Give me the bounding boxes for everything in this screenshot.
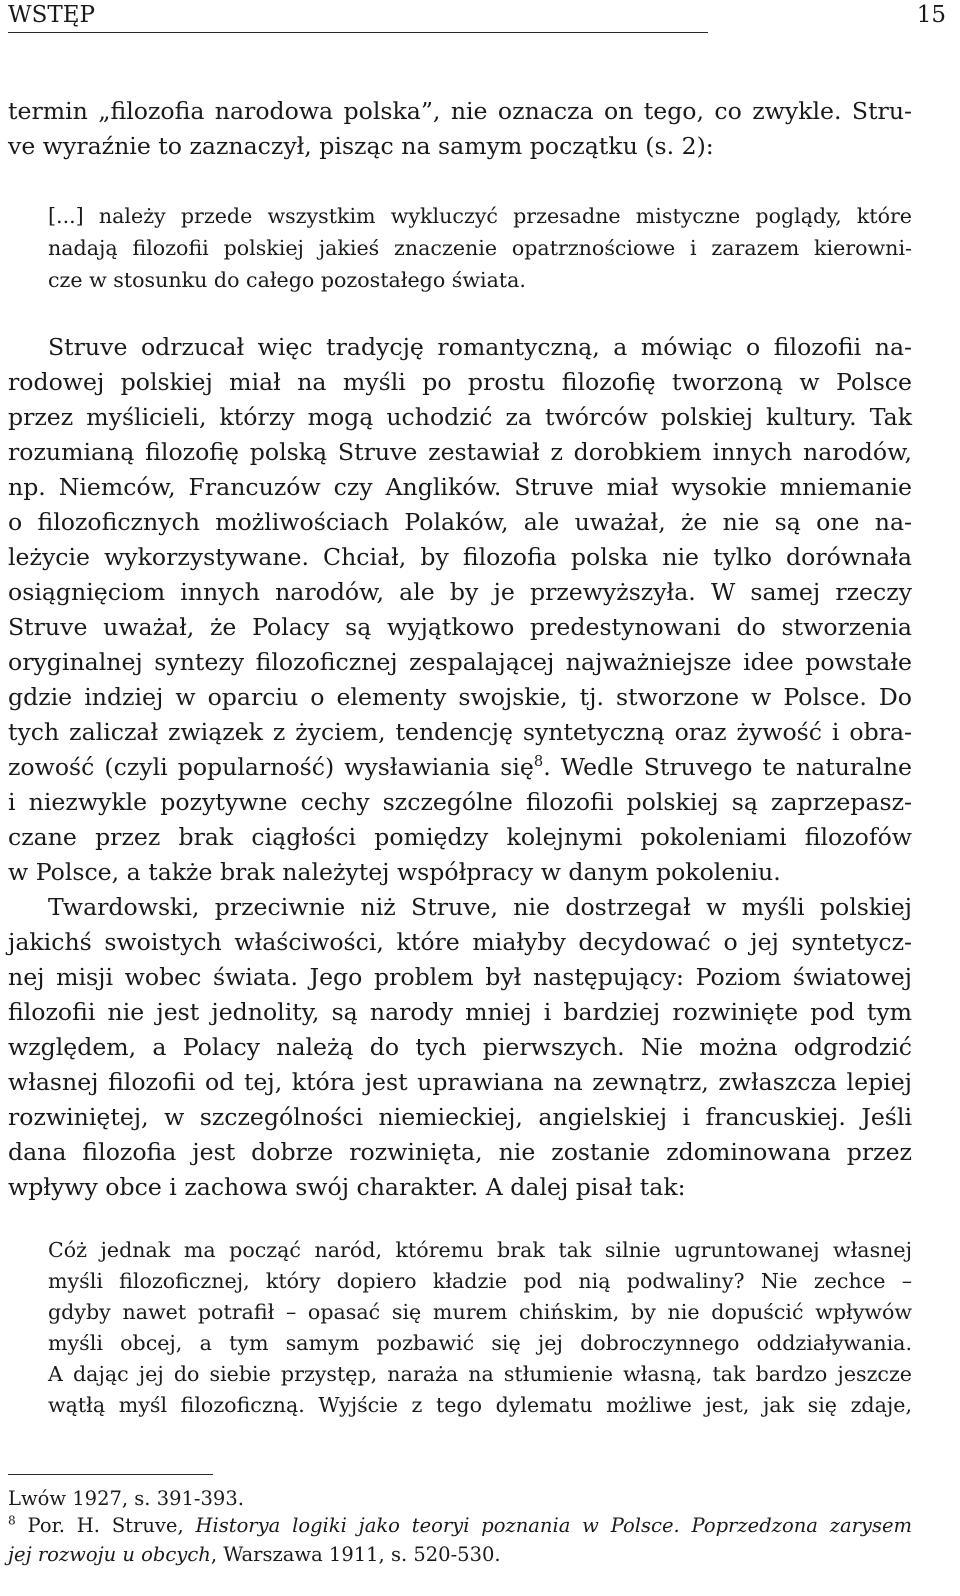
text-segment: zowość (czyli popularność) wysławiania się — [8, 753, 534, 781]
text-line: rozumianą filozofię polską Struve zestawiał z dorobkiem innych narodów, — [8, 438, 912, 466]
footnote-title: Historya logiki jako teoryi poznania w Polsce. Poprzedzona zarysem — [195, 1514, 912, 1537]
footnote-text: Por. H. Struve, — [15, 1514, 196, 1537]
text-line: Struve odrzucał więc tradycję romantyczną, a mówiąc o filozofii na- — [48, 333, 912, 361]
text-segment: . Wedle Struvego te naturalne — [543, 753, 912, 781]
page-number: 15 — [916, 2, 946, 28]
text-line: i niezwykle pozytywne cechy szczególne filozofii polskiej są zaprzepasz- — [8, 788, 912, 816]
text-line: w Polsce, a także brak należytej współpracy w danym pokoleniu. — [8, 858, 781, 886]
text-line: jakichś swoistych właściwości, które miałyby decydować o jej syntetycz- — [8, 928, 912, 956]
footnote-8 — [8, 1511, 912, 1541]
footnote-ref[interactable]: 8 — [533, 753, 544, 771]
text-line: gdzie indziej w oparciu o elementy swojskie, tj. stworzone w Polsce. Do — [8, 683, 912, 711]
header-rule — [8, 32, 708, 33]
text-line: o filozoficznych możliwościach Polaków, ale uważał, że nie są one na- — [8, 508, 912, 536]
text-line: termin „filozofia narodowa polska”, nie oznacza on tego, co zwykle. Stru- — [8, 97, 912, 125]
text-line: filozofii nie jest jednolity, są narody mniej i bardziej rozwinięte pod tym — [8, 998, 912, 1026]
quote-line: gdyby nawet potrafił – opasać się murem chińskim, by nie dopuścić wpływów — [48, 1300, 912, 1324]
quote-line: myśli obcej, a tym samym pozbawić się jej dobroczynnego oddziaływania. — [48, 1331, 912, 1355]
footnote-title: jej rozwoju u obcych — [8, 1543, 211, 1566]
text-line: własnej filozofii od tej, która jest uprawiana na zewnątrz, zwłaszcza lepiej — [8, 1068, 912, 1096]
text-line: wpływy obce i zachowa swój charakter. A dalej pisał tak: — [8, 1173, 686, 1201]
quote-line: [...] należy przede wszystkim wykluczyć przesadne mistyczne poglądy, które — [48, 204, 912, 228]
running-head — [8, 2, 948, 36]
text-line: tych zaliczał związek z życiem, tendencję syntetyczną oraz żywość i obra- — [8, 718, 912, 746]
text-line: Struve uważał, że Polacy są wyjątkowo predestynowani do stworzenia — [8, 613, 912, 641]
text-line: oryginalnej syntezy filozoficznej zespalającej najważniejsze idee powstałe — [8, 648, 912, 676]
text-line: ve wyraźnie to zaznaczył, pisząc na samym początku (s. 2): — [8, 132, 714, 160]
text-line: leżycie wykorzystywane. Chciał, by filozofia polska nie tylko dorównała — [8, 543, 912, 571]
footnote-8-line-2 — [8, 1540, 912, 1570]
chapter-title: WSTĘP — [8, 2, 96, 28]
footnote-marker: 8 — [8, 1513, 16, 1528]
text-line: osiągnięciom innych narodów, ale by je przewyższyła. W samej rzeczy — [8, 578, 912, 606]
quote-line: myśli filozoficznej, który dopiero kładzie pod nią podwaliny? Nie zechce – — [48, 1269, 912, 1293]
quote-line: A dając jej do siebie przystęp, naraża na stłumienie własną, tak bardzo jeszcze — [48, 1362, 912, 1386]
quote-line: cze w stosunku do całego pozostałego świata. — [48, 268, 526, 292]
text-line: rozwiniętej, w szczególności niemieckiej, angielskiej i francuskiej. Jeśli — [8, 1103, 912, 1131]
text-line: nej misji wobec świata. Jego problem był następujący: Poziom światowej — [8, 963, 912, 991]
text-line: rodowej polskiej miał na myśli po prostu filozofię tworzoną w Polsce — [8, 368, 912, 396]
footnote-7-continuation: Lwów 1927, s. 391-393. — [8, 1487, 244, 1510]
footnote-text: , Warszawa 1911, s. 520-530. — [210, 1543, 501, 1566]
quote-line: wątłą myśl filozoficzną. Wyjście z tego dylematu możliwe jest, jak się zdaje, — [48, 1393, 912, 1417]
text-line — [8, 749, 912, 785]
text-line: np. Niemców, Francuzów czy Anglików. Struve miał wysokie mniemanie — [8, 473, 912, 501]
quote-line: nadają filozofii polskiej jakieś znaczenie opatrznościowe i zarazem kierowni- — [48, 236, 912, 260]
footnote-rule — [8, 1474, 213, 1475]
text-line: Twardowski, przeciwnie niż Struve, nie dostrzegał w myśli polskiej — [48, 893, 912, 921]
text-line: przez myślicieli, którzy mogą uchodzić za twórców polskiej kultury. Tak — [8, 403, 912, 431]
text-line: dana filozofia jest dobrze rozwinięta, nie zostanie zdominowana przez — [8, 1138, 912, 1166]
text-line: czane przez brak ciągłości pomiędzy kolejnymi pokoleniami filozofów — [8, 823, 912, 851]
quote-line: Cóż jednak ma począć naród, któremu brak tak silnie ugruntowanej własnej — [48, 1238, 912, 1262]
text-line: względem, a Polacy należą do tych pierwszych. Nie można odgrodzić — [8, 1033, 912, 1061]
